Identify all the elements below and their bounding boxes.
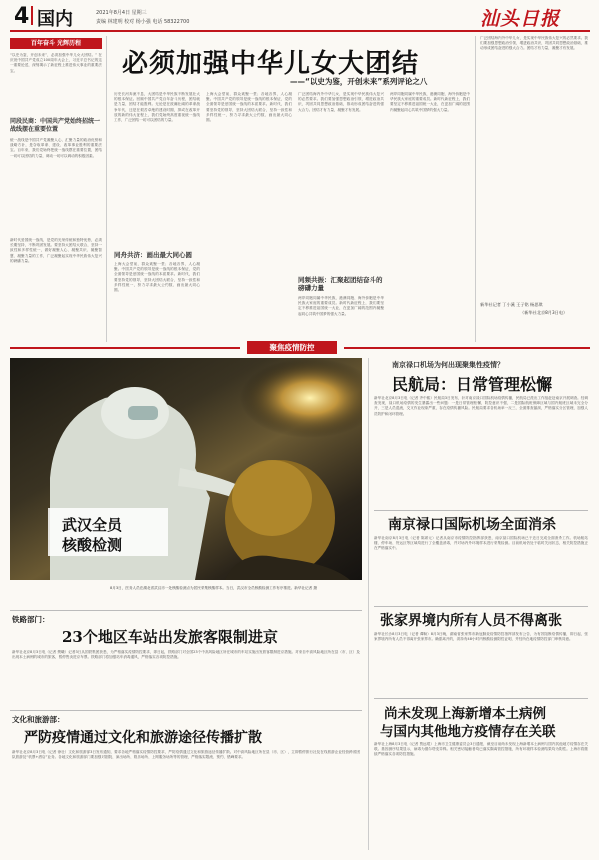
feature-headline: 必须加强中华儿女大团结 [122, 49, 420, 79]
left-column [10, 36, 102, 342]
zjj-headline: 张家界境内所有人员不得离张 [380, 613, 562, 629]
masthead-rule [10, 30, 590, 32]
disinfect-headline: 南京禄口国际机场全面消杀 [388, 517, 556, 533]
nanjing-headline: 民航局：日常管理松懈 [392, 375, 553, 394]
feature-byline: 新华社记者 丁小溪 王子铭 杨思琪 [480, 302, 543, 307]
resident-hair-highlight [232, 460, 312, 536]
date-line: 2021年8月4日 星期三 [96, 10, 147, 16]
section-title: 国内 [37, 9, 73, 30]
feature-col-3b: 两岸同胞同属中华民族，港澳同胞、海外侨胞是中华民族大家庭的重要成员。新时代新征程上，我们要坚定不移推进祖国统一大业，在更加广阔的范围内凝聚起同心共筑中国梦的强大力量。 [298, 296, 384, 316]
column-tag: 百年奋斗 光辉历程 [10, 38, 102, 49]
feature-inline-head-2: 同频共振：汇聚起团结奋斗的磅礴力量 [298, 276, 383, 292]
editor-line: 责编 林建明 校对 杨小强 电话 58322700 [96, 19, 190, 25]
divider-culture [10, 710, 362, 711]
disinfect-body: 新华社南京8月3日电（记者 陈席元）记者从南京市疫情防控指挥部获悉，南京禄口国际机场已于近日完成全面消杀工作。机场航站楼、停车场、货运区等区域均进行了全覆盖消毒，并对场内外环境样本进行采集检测。目前机场仍处于临时关闭状态，相关防控措施正在严格落实中。 [374, 536, 588, 551]
banner-rule-left [10, 347, 240, 349]
feature-col-1b: 上海大会堂前，群众欢聚一堂；各地各界，人心凝聚。中国共产党的领导是统一战线的根本保证，党的全面领导是爱国统一战线的本质要求。新时代，我们要坚持党的领导，坚持大团结大联合，坚持一致性和多样性统一，努力寻求最大公约数、画出最大同心圆。 [114, 262, 200, 293]
feature-col-2: 上海大会堂前，群众欢聚一堂；各地各界，人心凝聚。中国共产党的领导是统一战线的根本保证，党的全面领导是爱国统一战线的本质要求。新时代，我们要坚持党的领导，坚持大团结大联合，坚持一致性和多样性统一，努力寻求最大公约数、画出最大同心圆。 [206, 92, 292, 123]
photo-caption: 8月3日，医务人员在湖北省武汉市一处核酸检测点为居民采集核酸样本。当日，武汉市全员核酸检测工作有序推进。新华社记者 摄 [110, 586, 317, 590]
divider-zjj [374, 606, 588, 607]
zjj-body: 新华社长沙8月3日电（记者 谭畅）8月3日晚，湖南省张家界市新冠肺炎疫情防控指挥部发布公告，为有效阻断疫情传播，即日起，张家界境内所有人员不得离开张家界市。确需离开的，须持有48小时内核酸检测阴性证明，并经所在地疫情防控部门审核同意。 [374, 632, 588, 642]
feature-col-1: 历史长河奔流不息，大团结是中华民族不断发展壮大的根本保证。回顾中国共产党百年奋斗历程，团结就是力量，团结才能胜利。无论是在波澜壮阔的革命战争年代，还是在艰苦卓绝的建设时期，抑或在改革开放的新的伟大征程上，我们党始终高度重视统一战线工作，广泛团结一切可以团结的力量。 [114, 92, 200, 123]
rail-kicker: 铁路部门： [12, 615, 50, 624]
nanjing-body: 新华社北京8月3日电（记者 齐中熙）民航局3日发布，针对南京禄口国际机场疫情传播，民航局已派出工作组赶赴南京开展调查。经调查发现，禄口机场疫情的发生暴露出一些问题：一是日常管理松懈，防控意识不强，二是国际航班保障区域与国内航班区域未完全分开，三是人员混流，交叉作业现象严重，存在疫情传播风险。民航局要求各机场举一反三，全面排查漏洞，严格落实分区管理，加强人员防护和闭环管理。 [374, 396, 588, 416]
feature-col-5: 广泛团结海内外中华儿女，是实现中华民族伟大复兴的必然要求。我们要加强思想政治引领，增进政治共识，巩固共同思想政治基础，推动形成团结奋进的强大合力。团结才有力量，凝聚才有发展。 [480, 36, 588, 51]
face-shield [128, 406, 158, 420]
culture-kicker: 文化和旅游部： [12, 715, 65, 724]
left-body-top: “以史为鉴，开创未来”，必须加强中华儿女大团结。” 在庆祝中国共产党成立100周年大会上，习近平总书记的这一重要论述，深刻揭示了新征程上推进伟大事业的重要法宝。 [10, 53, 102, 73]
page-number-divider [31, 6, 33, 25]
feature-col-4: 两岸同胞同属中华民族，港澳同胞、海外侨胞是中华民族大家庭的重要成员。新时代新征程上，我们要坚定不移推进祖国统一大业，在更加广阔的范围内凝聚起同心共筑中国梦的强大力量。 [390, 92, 470, 112]
feature-right-divider [475, 36, 476, 342]
news-photo [10, 358, 362, 580]
case-headline-line-2: 与国内其他地方疫情存在关联 [380, 724, 556, 740]
photo-overlay-line-1: 武汉全员 [62, 516, 123, 534]
page-number: 4 [14, 4, 30, 29]
banner-rule-right [344, 347, 590, 349]
feature-col-3: 广泛团结海内外中华儿女，是实现中华民族伟大复兴的必然要求。我们要加强思想政治引领，增进政治共识，巩固共同思想政治基础，推动形成团结奋进的强大合力。团结才有力量，凝聚才有发展。 [298, 92, 384, 112]
divider-case [374, 698, 588, 699]
light-glow [240, 358, 362, 438]
left-body-bottom: 新时代爱国统一战线，是党的光荣传统和独特优势，必须长期坚持，不断巩固发展。要坚持大团结大联合，坚持一致性和多样性统一，做好凝聚人心、凝聚共识、凝聚智慧、凝聚力量的工作，广泛凝聚起实现中华民族伟大复兴的磅礴力量。 [10, 238, 102, 263]
masthead [0, 0, 599, 30]
paper-logo: 汕头日报 [480, 8, 561, 30]
feature-inline-head-1: 同舟共济：画出最大同心圆 [114, 251, 192, 259]
case-body: 新华社上海8月3日电（记者 贾远琨）上海市卫生健康委员会3日通报，截至目前尚未发现上海新增本土病例与国内其他地方疫情存在关联。基因测序结果显示，病毒为德尔塔变异株。相关密切接触者均已落实隔离管控措施，所有环境样本检测结果均为阴性。上海市将继续严格落实各项防控措施。 [374, 742, 588, 757]
left-subhead: 同段民商：中国共产党始终招统一战线摆在重要位置 [10, 118, 101, 133]
case-headline-line-1: 尚未发现上海新增本土病例 [384, 706, 546, 722]
culture-body: 新华社北京8月3日电（记者 徐壮）文化和旅游部3日发布通知，要求各地严格落实疫情防控要求，严防疫情通过文化和旅游途径传播扩散。对中高风险地区所在县（市、区），立即暂停旅行社及在线旅游企业经营跨省团队旅游及“机票+酒店”业务。各地文化和旅游部门要加强对剧院、演出场所、娱乐场所、上网服务场所等的管理，严格落实限流、预约、错峰要求。 [12, 750, 360, 760]
nanjing-kicker: 南京禄口机场为何出现聚集性疫情？ [392, 361, 504, 369]
left-body-mid: 统一战线是中国共产党凝聚人心、汇聚力量的政治优势和战略方针，是夺取革命、建设、改革事业胜利的重要法宝。百年来，我们党始终把统一战线摆在重要位置，团结一切可以团结的力量，调动一切可以调动的积极因素。 [10, 138, 102, 158]
photo-overlay-line-2: 核酸检测 [62, 536, 123, 554]
feature-subhead: ——“以史为鉴，开创未来”系列评论之八 [290, 77, 428, 86]
banner-label: 聚焦疫情防控 [247, 341, 337, 354]
rail-body: 新华社北京8月3日电（记者 樊曦）记者3日从国铁集团获悉，为严格落实疫情防控要求，即日起，铁路部门对全国23个中高风险地区所在城市的车站实施出发旅客限制进京措施。对来自中高风险地区所在县（市、区）及出现本土病例的城市的旅客，暂停售卖进京车票。铁路部门将加强站车消毒通风，严格落实各项防控措施。 [12, 650, 360, 660]
divider-rail [10, 610, 362, 611]
divider-disinfect [374, 510, 588, 511]
rail-headline: 23个地区车站出发旅客限制进京 [62, 628, 278, 646]
culture-headline: 严防疫情通过文化和旅游途径传播扩散 [24, 730, 262, 746]
left-column-divider [106, 36, 107, 342]
feature-byline-2: （新华社北京8月3日电） [520, 310, 568, 315]
right-stories-divider [368, 358, 369, 850]
